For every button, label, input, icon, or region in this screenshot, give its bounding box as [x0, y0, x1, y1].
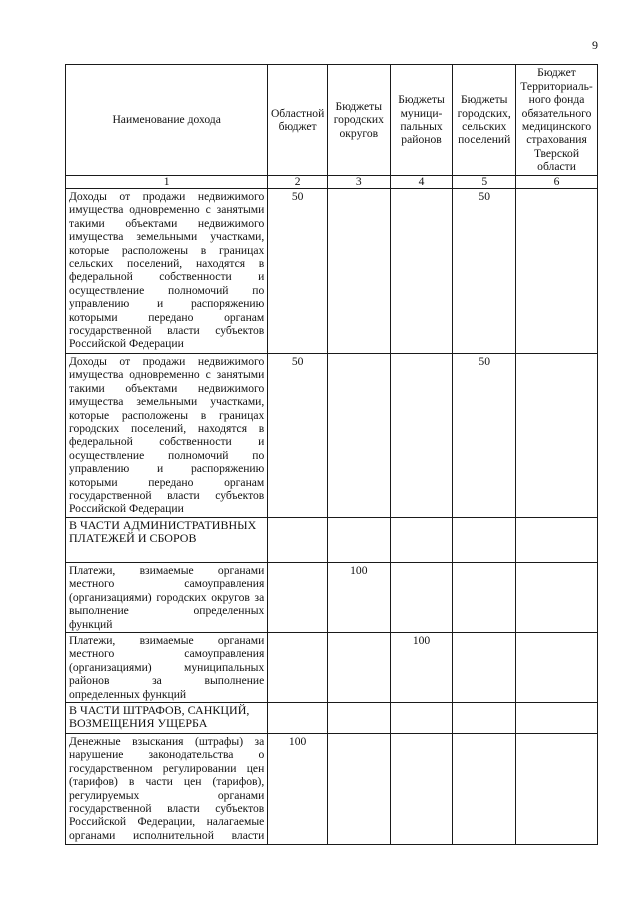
regional-value: 50 — [268, 354, 328, 518]
tfoms-value — [516, 189, 598, 354]
revenue-name: Платежи, взимаемые органами местного самоуправления (организациями) городских округов за выполнение определенных функций — [66, 562, 268, 632]
municipal-districts-value — [390, 733, 453, 844]
settlements-value — [453, 733, 516, 844]
empty-cell — [516, 517, 598, 562]
column-number-row — [66, 176, 598, 189]
city-districts-value: 100 — [327, 562, 390, 632]
column-number: 4 — [390, 176, 453, 189]
tfoms-value — [516, 733, 598, 844]
settlements-value — [453, 632, 516, 702]
settlements-value: 50 — [453, 354, 516, 518]
empty-cell — [390, 517, 453, 562]
municipal-districts-value — [390, 189, 453, 354]
table-row — [66, 189, 598, 354]
tfoms-value — [516, 562, 598, 632]
city-districts-value — [327, 632, 390, 702]
header-revenue-name: Наименование дохода — [66, 65, 268, 176]
column-number: 2 — [268, 176, 328, 189]
municipal-districts-value: 100 — [390, 632, 453, 702]
city-districts-value — [327, 354, 390, 518]
regional-value — [268, 562, 328, 632]
header-city-districts-budget: Бюджеты городских округов — [327, 65, 390, 176]
table-row — [66, 632, 598, 702]
section-heading: В ЧАСТИ ШТРАФОВ, САНКЦИЙ, ВОЗМЕЩЕНИЯ УЩЕРБА — [66, 702, 268, 733]
revenue-distribution-table — [65, 64, 598, 845]
empty-cell — [268, 517, 328, 562]
tfoms-value — [516, 354, 598, 518]
column-number: 5 — [453, 176, 516, 189]
empty-cell — [327, 702, 390, 733]
empty-cell — [453, 702, 516, 733]
regional-value — [268, 632, 328, 702]
city-districts-value — [327, 189, 390, 354]
header-municipal-districts-budget: Бюджеты муници-пальных районов — [390, 65, 453, 176]
empty-cell — [516, 702, 598, 733]
empty-cell — [390, 702, 453, 733]
table-row — [66, 562, 598, 632]
regional-value: 100 — [268, 733, 328, 844]
municipal-districts-value — [390, 354, 453, 518]
table-header-row — [66, 65, 598, 176]
tfoms-value — [516, 632, 598, 702]
empty-cell — [268, 702, 328, 733]
city-districts-value — [327, 733, 390, 844]
section-heading-row — [66, 517, 598, 562]
regional-value: 50 — [268, 189, 328, 354]
settlements-value: 50 — [453, 189, 516, 354]
column-number: 1 — [66, 176, 268, 189]
column-number: 6 — [516, 176, 598, 189]
header-tfoms-budget: Бюджет Территориаль-ного фонда обязательного медицинского страхования Тверской области — [516, 65, 598, 176]
table-row — [66, 733, 598, 844]
empty-cell — [453, 517, 516, 562]
revenue-name: Доходы от продажи недвижимого имущества одновременно с занятыми такими объектами недвижимого имущества земельными участками, которые расположены в границах городских поселений, находятся в федеральной собственности и осуществление полномочий по управлению и распоряжению которыми передано органам государственной власти субъектов Российской Федерации — [66, 354, 268, 518]
table-row — [66, 354, 598, 518]
page-number: 9 — [592, 38, 598, 52]
revenue-name: Доходы от продажи недвижимого имущества одновременно с занятыми такими объектами недвижимого имущества земельными участками, которые расположены в границах сельских поселений, находятся в федеральной собственности и осуществление полномочий по управлению и распоряжению которыми передано органам государственной власти субъектов Российской Федерации — [66, 189, 268, 354]
header-settlements-budget: Бюджеты городских, сельских поселений — [453, 65, 516, 176]
column-number: 3 — [327, 176, 390, 189]
municipal-districts-value — [390, 562, 453, 632]
revenue-name: Платежи, взимаемые органами местного самоуправления (организациями) муниципальных районов за выполнение определенных функций — [66, 632, 268, 702]
settlements-value — [453, 562, 516, 632]
empty-cell — [327, 517, 390, 562]
section-heading: В ЧАСТИ АДМИНИСТРАТИВНЫХ ПЛАТЕЖЕЙ И СБОРОВ — [66, 517, 268, 562]
header-regional-budget: Областной бюджет — [268, 65, 328, 176]
revenue-name: Денежные взыскания (штрафы) за нарушение законодательства о государственном регулировании цен (тарифов) в части цен (тарифов), регулируемых органами государственной власти субъектов Российской Федерации, налагаемые органами исполнительной власти — [66, 733, 268, 844]
section-heading-row — [66, 702, 598, 733]
